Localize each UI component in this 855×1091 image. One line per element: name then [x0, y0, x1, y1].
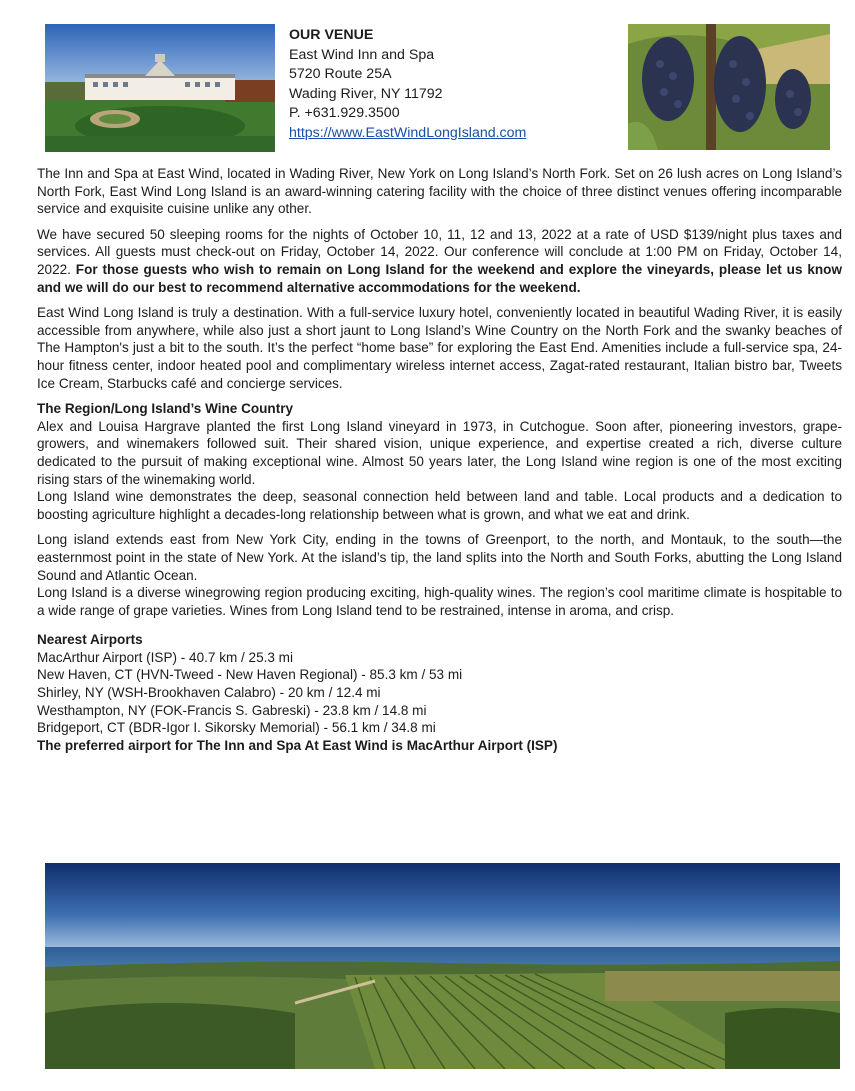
- venue-info: [289, 26, 526, 144]
- body-text: [37, 165, 842, 755]
- region-paragraph-history: Alex and Louisa Hargrave planted the first Long Island vineyard in 1973, in Cutchogue. Soon after, pioneering investors, grape-growers, and winemakers followed suit. Their shared vision, unique experience, and expertise created a rich, diverse culture dedicated to the pursuit of making exceptional wine. Almost 50 years later, the Long Island wine region is one of the most exciting rising stars of the winemaking world.: [37, 418, 842, 487]
- region-heading: The Region/Long Island’s Wine Country: [37, 400, 294, 416]
- region-paragraph-geography: Long island extends east from New York City, ending in the towns of Greenport, to the north, and Montauk, to the south—the easternmost point in the state of New York. At the island’s tip, the land splits into the North and South Forks, abutting the Long Island Sound and Atlantic Ocean.: [37, 532, 842, 583]
- rooms-bold-note: For those guests who wish to remain on Long Island for the weekend and explore the vineyards, please let us know and we will do our best to recommend alternative accommodations for the weekend.: [37, 262, 842, 295]
- airports-heading: Nearest Airports: [37, 631, 143, 647]
- airport-item: Shirley, NY (WSH-Brookhaven Calabro) - 20 km / 12.4 mi: [37, 684, 381, 700]
- vineyard-panorama-photo: [45, 863, 840, 1069]
- rooms-paragraph: [37, 226, 842, 297]
- destination-paragraph: East Wind Long Island is truly a destination. With a full-service luxury hotel, conveniently located in beautiful Wading River, it is easily accessible from anywhere, while also just a short jaunt to Long Island’s Wine Country on the North Fork and the swanky beaches of The Hampton's just a bit to the south. It’s the perfect “home base” for exploring the East End. Amenities include a full-service spa, 24-hour fitness center, indoor heated pool and complimentary wireless internet access, Zagat-rated restaurant, Italian bistro bar, Tweets Ice Cream, Starbucks café and concierge services.: [37, 304, 842, 391]
- rooms-text: We have secured 50 sleeping rooms for the nights of October 10, 11, 12 and 13, 2022 at a rate of USD $139/night plus taxes and services. All guests must check-out on Friday, October 14, 2022. Our conference will conclude at 1:00 PM on Friday, October 14, 2022.: [37, 226, 842, 278]
- venue-address-line1: 5720 Route 25A: [289, 66, 392, 83]
- airport-item: Westhampton, NY (FOK-Francis S. Gabreski) - 23.8 km / 14.8 mi: [37, 702, 427, 718]
- airport-item: New Haven, CT (HVN-Tweed - New Haven Regional) - 85.3 km / 53 mi: [37, 667, 463, 683]
- airport-item: MacArthur Airport (ISP) - 40.7 km / 25.3 mi: [37, 649, 293, 665]
- region-paragraph-connection: Long Island wine demonstrates the deep, seasonal connection held between land and table. Local products and a dedication to boosting agriculture highlight a decades-long relationship between what is grown, and what we eat and drink.: [37, 489, 842, 523]
- venue-address-line2: Wading River, NY 11792: [289, 85, 443, 102]
- region-paragraph-wines: Long Island is a diverse winegrowing region producing exciting, high-quality wines. The region’s cool maritime climate is hospitable to a wide range of grape varieties. Wines from Long Island tend to be restrained, intense in aroma, and crisp.: [37, 585, 842, 619]
- preferred-airport-note: The preferred airport for The Inn and Spa At East Wind is MacArthur Airport (ISP): [37, 738, 558, 754]
- venue-heading: OUR VENUE: [289, 27, 374, 43]
- airport-item: Bridgeport, CT (BDR-Igor I. Sikorsky Memorial) - 56.1 km / 34.8 mi: [37, 720, 436, 736]
- grapes-photo: [628, 24, 830, 150]
- hotel-photo: [45, 24, 275, 152]
- airports-list: [37, 631, 842, 755]
- venue-name: East Wind Inn and Spa: [289, 46, 435, 63]
- venue-website-link[interactable]: https://www.EastWindLongIsland.com: [289, 124, 527, 141]
- intro-paragraph: The Inn and Spa at East Wind, located in Wading River, New York on Long Island’s North Fork. Set on 26 lush acres on Long Island’s North Fork, East Wind Long Island is an award-winning catering facility with the choice of three distinct venues offering incomparable service and exquisite cuisine unlike any other.: [37, 166, 842, 217]
- venue-phone: P. +631.929.3500: [289, 105, 400, 122]
